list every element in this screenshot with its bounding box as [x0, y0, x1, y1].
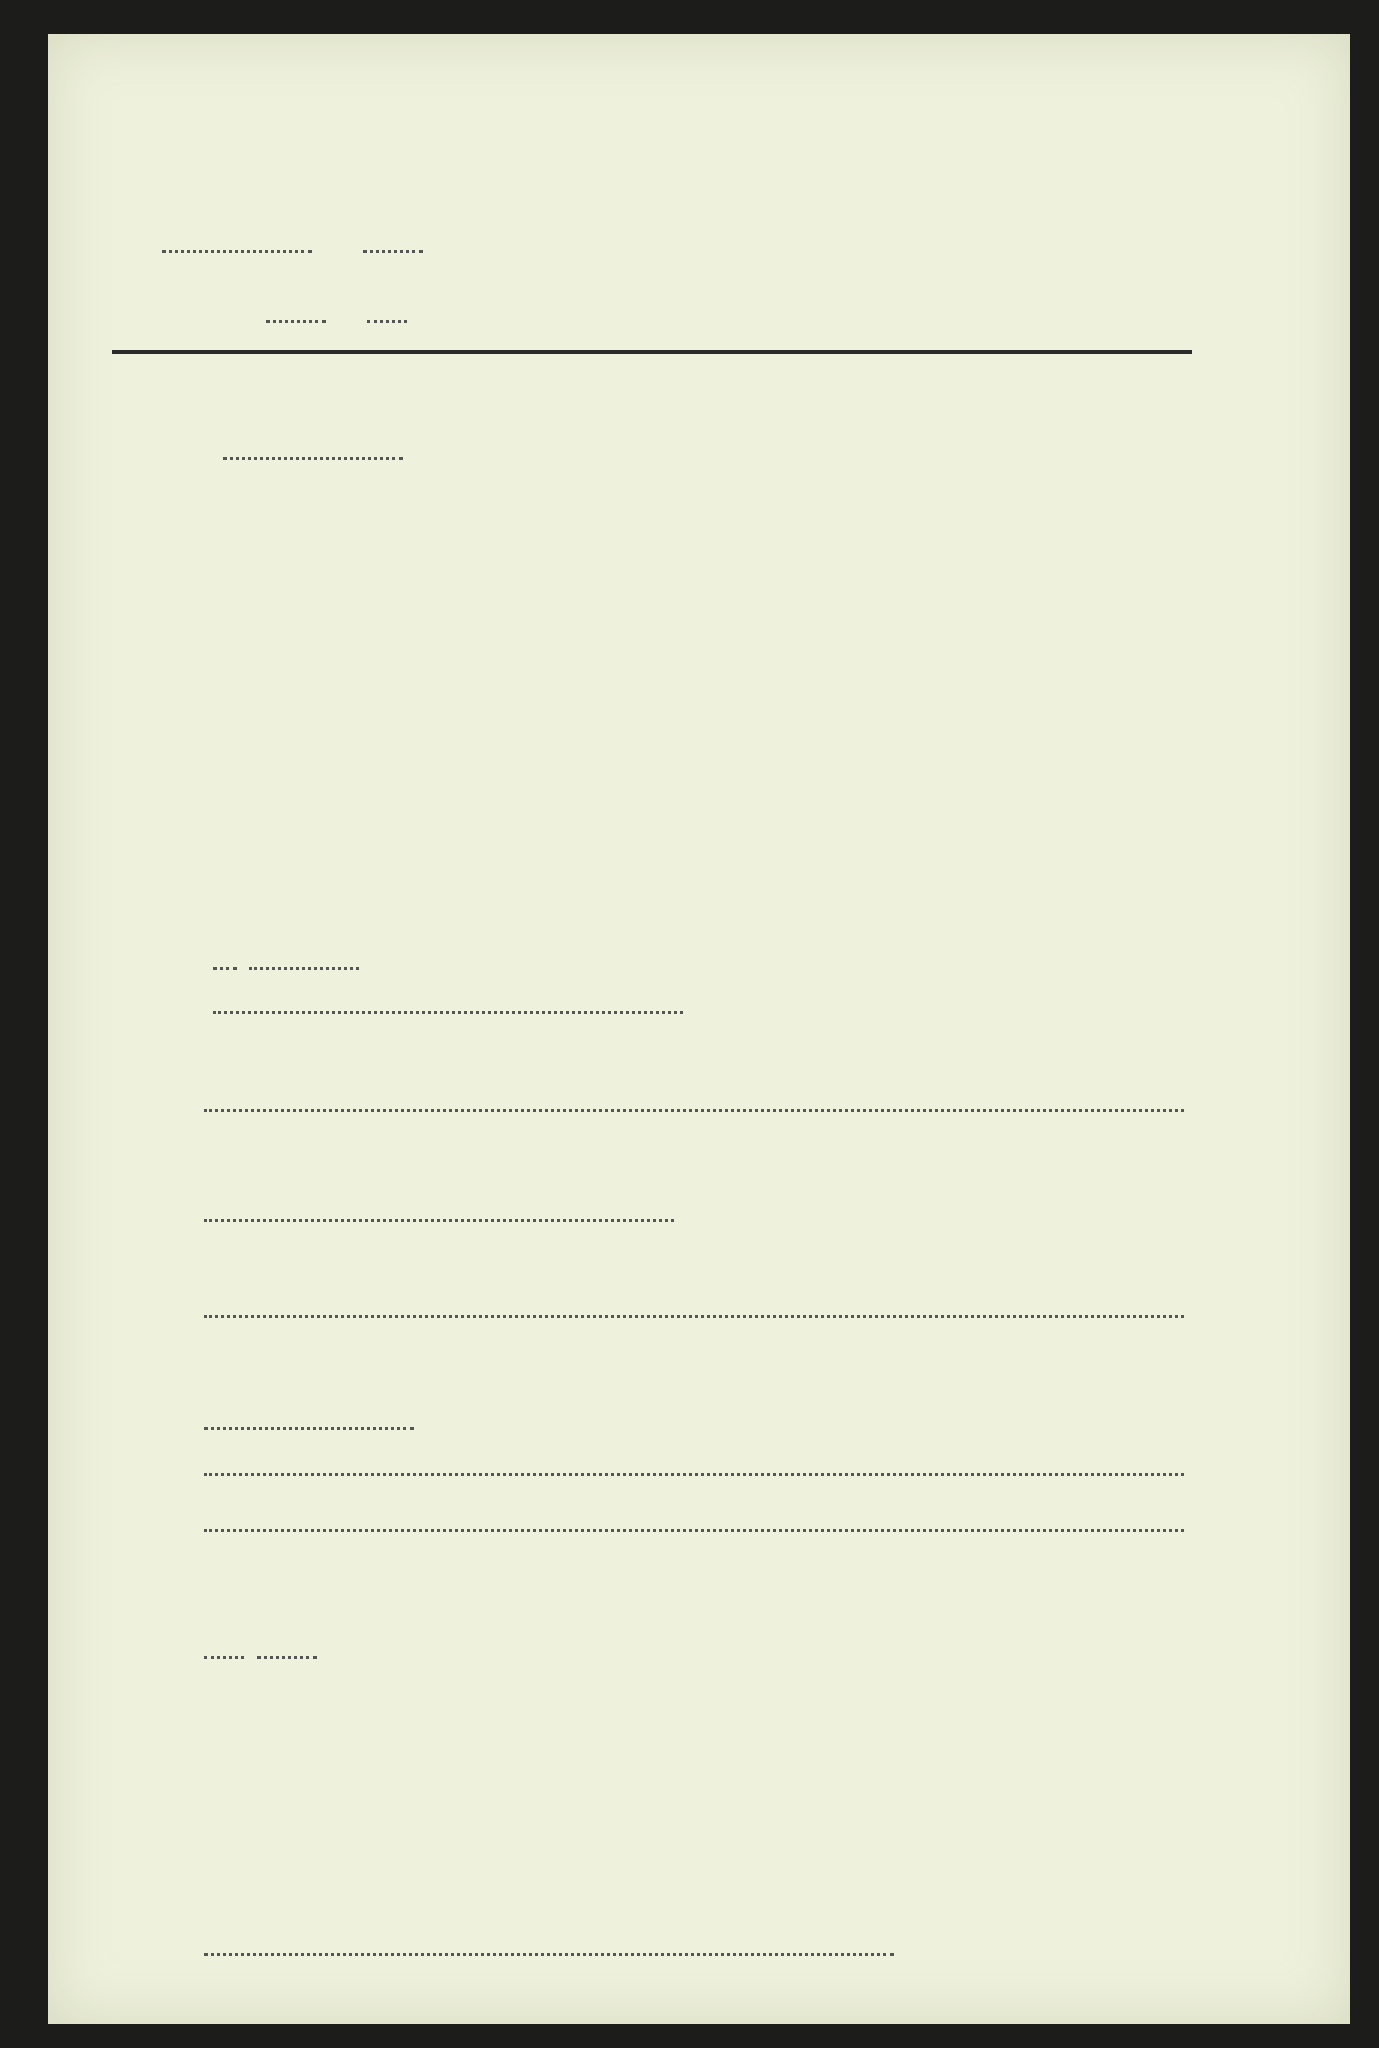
q6-fodselsaar	[112, 938, 359, 979]
herred-line	[158, 213, 423, 264]
q7-fodested	[112, 990, 683, 1021]
q7-dotline	[200, 1088, 1184, 1119]
q13-medfodt	[112, 1724, 200, 1755]
q8-undersaat	[112, 1146, 200, 1177]
q9-trossamfund	[112, 1250, 200, 1281]
q9-dotline	[200, 1294, 1184, 1325]
q3-stilling	[112, 520, 200, 551]
q1-fuldt-navn	[112, 420, 403, 471]
q10-dotline2	[200, 1508, 1184, 1539]
kreds-line	[262, 283, 407, 334]
q10-erhverv	[112, 1354, 200, 1385]
q11-forsorgede	[112, 1568, 240, 1619]
q10-line2	[200, 1406, 414, 1437]
census-form	[48, 34, 1350, 2024]
header-rule	[112, 350, 1192, 354]
q12-sindssvag	[112, 1672, 200, 1703]
q10-dotline1	[200, 1452, 1184, 1483]
q4-aegteskab	[112, 730, 200, 761]
q11-line2	[200, 1620, 317, 1669]
q8-line2	[200, 1198, 674, 1229]
q14-tilstede	[112, 1880, 200, 1911]
q14-line2	[200, 1932, 894, 1963]
q5-gifte	[112, 834, 200, 865]
q2-kjon	[112, 470, 200, 501]
